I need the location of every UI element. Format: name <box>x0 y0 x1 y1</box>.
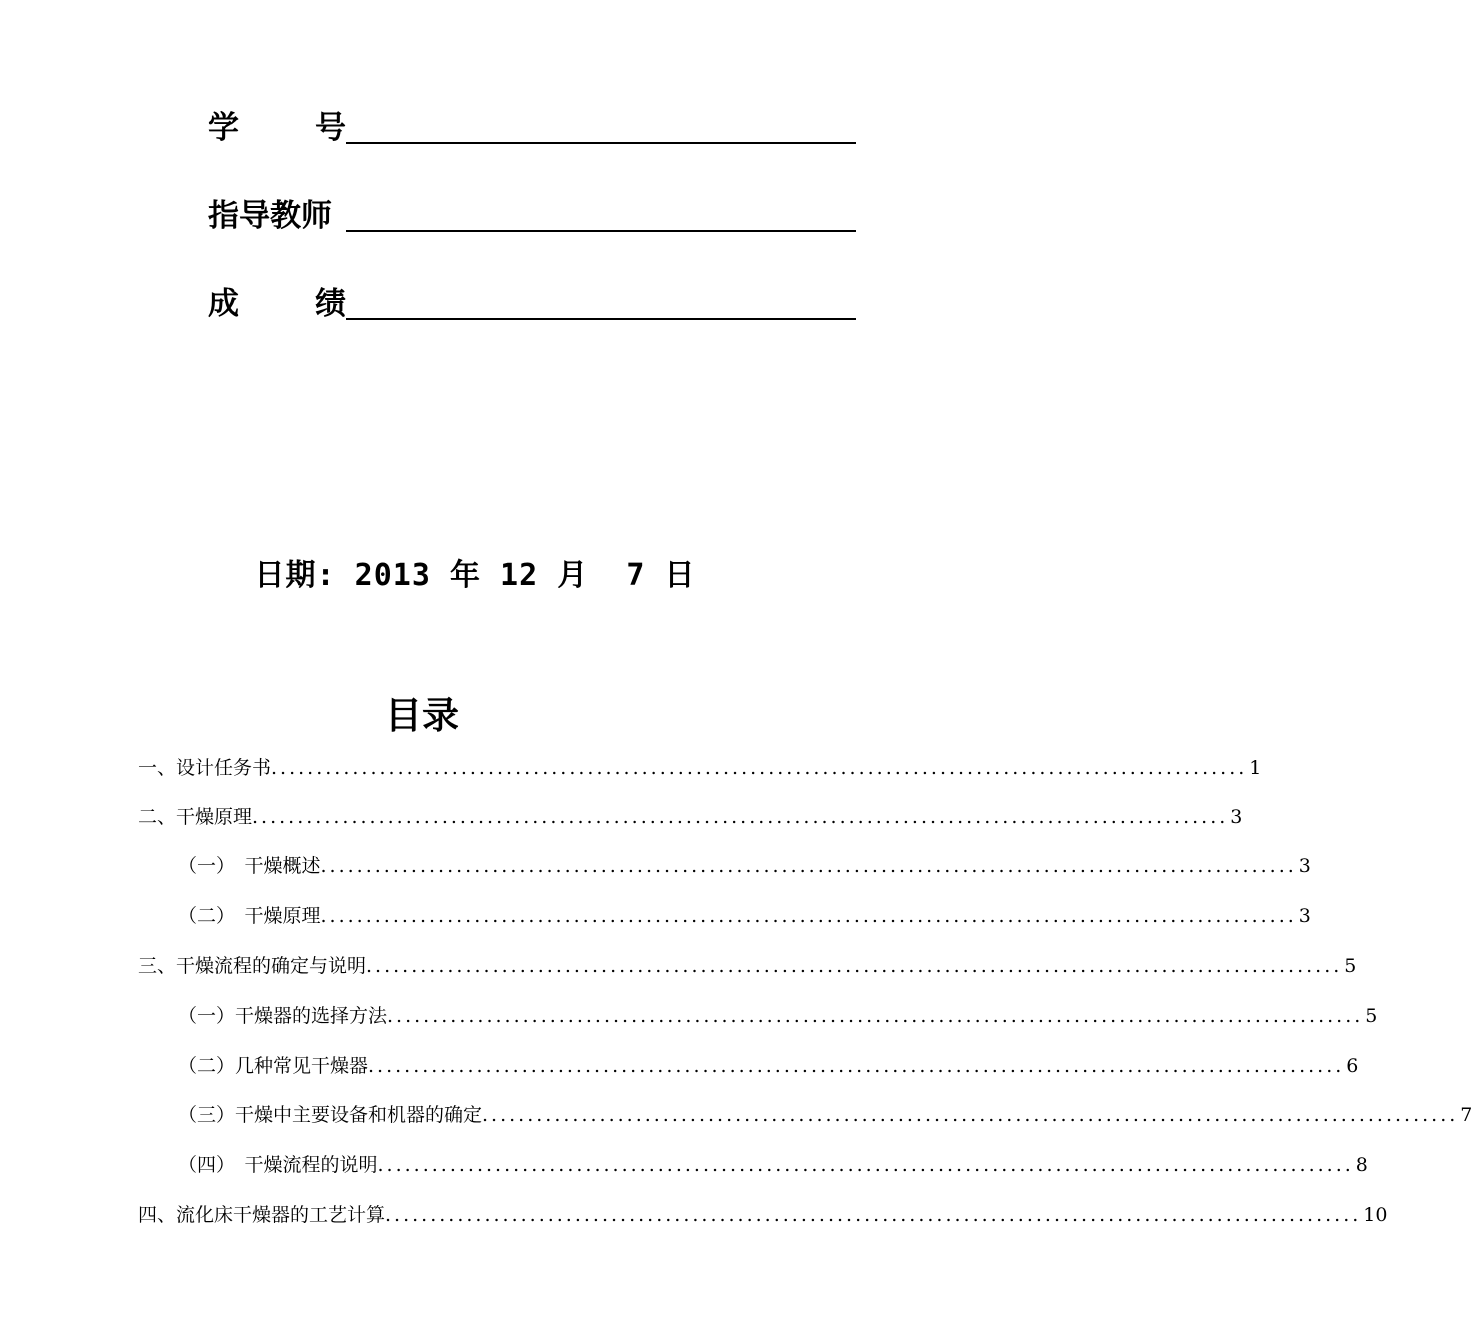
toc-page-number: 3 <box>1298 905 1311 927</box>
toc-leader-dots: ............................................................................................................ <box>377 1154 1354 1176</box>
grade-label-text <box>208 284 346 324</box>
toc-page-number: 3 <box>1298 855 1311 877</box>
toc-entry[interactable] <box>178 900 1311 930</box>
field-label-char: 成 <box>208 286 239 322</box>
toc-page-number: 8 <box>1355 1154 1368 1176</box>
toc-entry[interactable] <box>138 950 1357 980</box>
toc-leader-dots: ............................................................................................................ <box>482 1104 1459 1126</box>
toc-entry-label: （三）干燥中主要设备和机器的确定 <box>178 1104 483 1126</box>
toc-entry[interactable] <box>178 1000 1378 1030</box>
toc-entry-label: （二） 干燥原理 <box>178 905 321 927</box>
student-id-blank-line <box>346 142 856 144</box>
toc-entry[interactable] <box>138 1199 1388 1229</box>
toc-page-number: 10 <box>1363 1204 1388 1226</box>
toc-entry[interactable] <box>178 1050 1359 1080</box>
toc-entry[interactable] <box>138 752 1262 782</box>
toc-entry-label: 二、干燥原理 <box>138 806 253 828</box>
toc-page-number: 3 <box>1230 806 1243 828</box>
toc-page-number: 5 <box>1365 1005 1378 1027</box>
toc-entry[interactable] <box>178 1149 1368 1179</box>
student-id-label <box>208 108 346 148</box>
advisor-blank-line <box>346 230 856 232</box>
toc-title: 目录 <box>385 694 459 737</box>
toc-leader-dots: ............................................................................................................ <box>271 757 1248 779</box>
field-label-char: 绩 <box>315 286 346 322</box>
student-id-field <box>208 104 856 148</box>
toc-page-number: 1 <box>1249 757 1262 779</box>
grade-blank-line <box>346 318 856 320</box>
toc-entry-label: 三、干燥流程的确定与说明 <box>138 955 367 977</box>
toc-page-number: 6 <box>1346 1055 1359 1077</box>
toc-page-number: 5 <box>1344 955 1357 977</box>
toc-leader-dots: ............................................................................................................ <box>366 955 1343 977</box>
toc-entry[interactable] <box>178 1099 1472 1129</box>
toc-entry-label: （一） 干燥概述 <box>178 855 321 877</box>
toc-leader-dots: ............................................................................................................ <box>320 905 1297 927</box>
toc-entry[interactable] <box>138 801 1243 831</box>
student-id-label-text <box>208 108 346 148</box>
advisor-field <box>208 192 856 236</box>
grade-label <box>208 284 346 324</box>
toc-leader-dots: ............................................................................................................ <box>368 1055 1345 1077</box>
grade-field <box>208 280 856 324</box>
field-label-char: 学 <box>208 110 239 146</box>
toc-entry-label: （一）干燥器的选择方法 <box>178 1005 388 1027</box>
toc-entry-label: （四） 干燥流程的说明 <box>178 1154 378 1176</box>
toc-leader-dots: ............................................................................................................ <box>320 855 1297 877</box>
field-label-char: 号 <box>315 110 346 146</box>
toc-leader-dots: ............................................................................................................ <box>387 1005 1364 1027</box>
advisor-label-text: 指导教师 <box>208 198 332 234</box>
advisor-label <box>208 196 346 236</box>
cover-date: 日期: 2013 年 12 月 7 日 <box>254 558 696 593</box>
toc-leader-dots: ............................................................................................................ <box>385 1204 1362 1226</box>
toc-leader-dots: ............................................................................................................ <box>252 806 1229 828</box>
toc-entry-label: 四、流化床干燥器的工艺计算 <box>138 1204 386 1226</box>
toc-entry[interactable] <box>178 850 1311 880</box>
toc-entry-label: 一、设计任务书 <box>138 757 272 779</box>
toc-page-number: 7 <box>1460 1104 1472 1126</box>
toc-entry-label: （二）几种常见干燥器 <box>178 1055 369 1077</box>
